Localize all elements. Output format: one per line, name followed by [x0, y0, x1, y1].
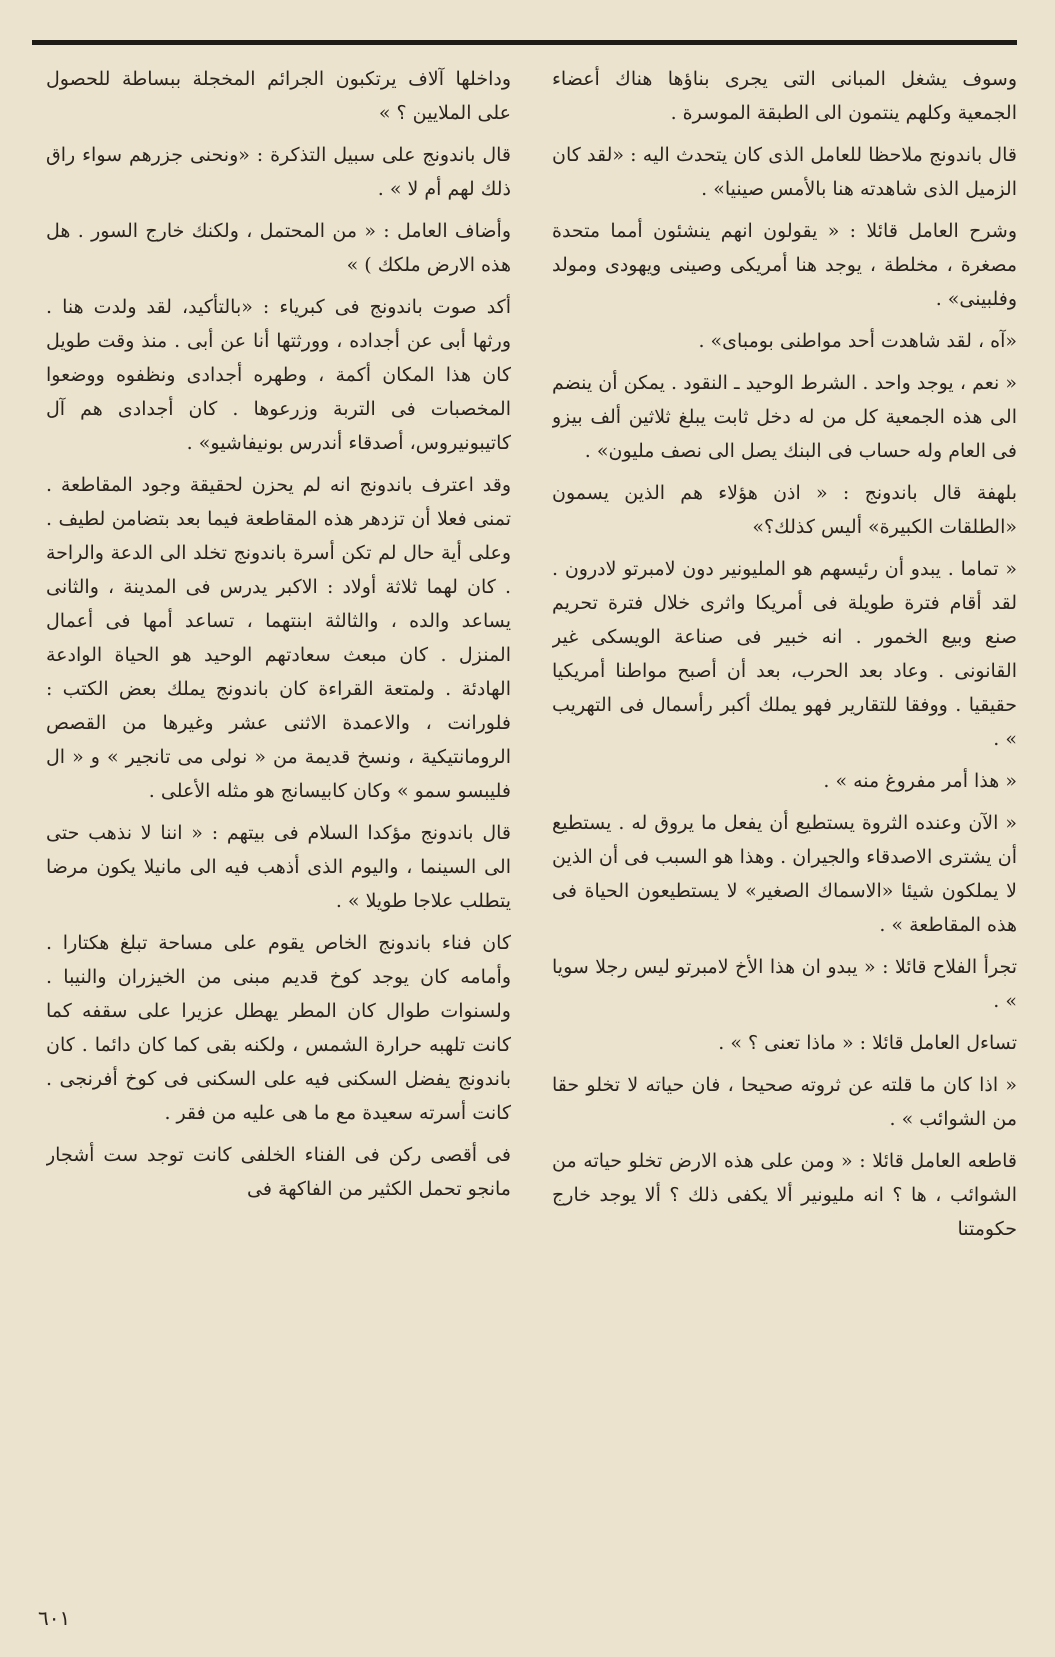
paragraph: وأضاف العامل : « من المحتمل ، ولكنك خارج السور . هل هذه الارض ملكك ) »: [46, 220, 511, 276]
paragraph: «آه ، لقد شاهدت أحد مواطنى بومباى» .: [698, 330, 1017, 352]
paragraph: « الآن وعنده الثروة يستطيع أن يفعل ما يروق له . يستطيع أن يشترى الاصدقاء والجيران . وهذا هو السبب فى أن الذين لا يملكون شيئا «الاسماك الصغير» لا يستطيعون الحياة فى هذه المقاطعة » .: [552, 812, 1017, 936]
paragraph: « اذا كان ما قلته عن ثروته صحيحا ، فان حياته لا تخلو حقا من الشوائب » .: [552, 1074, 1017, 1130]
paragraph: وداخلها آلاف يرتكبون الجرائم المخجلة ببساطة للحصول على الملايين ؟ »: [46, 68, 511, 124]
paragraph: قال باندونج مؤكدا السلام فى بيتهم : « اننا لا نذهب حتى الى السينما ، واليوم الذى أذهب فيه الى مانيلا يكون مرضا يتطلب علاجا طويلا » .: [46, 822, 511, 912]
paragraph: وسوف يشغل المبانى التى يجرى بناؤها هناك أعضاء الجمعية وكلهم ينتمون الى الطبقة الموسرة .: [552, 68, 1017, 124]
paragraph: « هذا أمر مفروغ منه » .: [823, 770, 1017, 792]
paragraph: كان فناء باندونج الخاص يقوم على مساحة تبلغ هكتارا . وأمامه كان يوجد كوخ قديم مبنى من الخيزران والنيبا . ولسنوات طوال كان المطر يهطل عزيرا على سقفه كما كانت تلهبه حرارة الشمس ، ولكنه بقى كما كان دائما . كان باندونج يفضل السكنى فيه على السكنى فى كوخ أفرنجى . كانت أسرته سعيدة مع ما هى عليه من فقر .: [46, 932, 511, 1124]
paragraph: قال باندونج ملاحظا للعامل الذى كان يتحدث اليه : «لقد كان الزميل الذى شاهدته هنا بالأمس صينيا» .: [552, 144, 1017, 200]
paragraph: « نعم ، يوجد واحد . الشرط الوحيد ـ النقود . يمكن أن ينضم الى هذه الجمعية كل من له دخل ثابت يبلغ ثلاثين ألف بيزو فى العام وله حساب فى البنك يصل الى نصف مليون» .: [552, 372, 1017, 462]
left-text-column: [46, 62, 511, 1582]
paragraph: تجرأ الفلاح قائلا : « يبدو ان هذا الأخ لامبرتو ليس رجلا سويا » .: [552, 956, 1017, 1012]
paragraph: قال باندونج على سبيل التذكرة : «ونحنى جزرهم سواء راق ذلك لهم أم لا » .: [46, 144, 511, 200]
paragraph: تساءل العامل قائلا : « ماذا تعنى ؟ » .: [718, 1032, 1017, 1054]
header-rule: [32, 40, 1017, 45]
paragraph: وقد اعترف باندونج انه لم يحزن لحقيقة وجود المقاطعة . تمنى فعلا أن تزدهر هذه المقاطعة فيما بعد بتضامن لطيف . وعلى أية حال لم تكن أسرة باندونج تخلد الى الدعة والراحة . كان لهما ثلاثة أولاد : الاكبر يدرس فى المدينة ، والثانى يساعد والده ، والثالثة ابنتهما ، تساعد أمها فى أعمال المنزل . كان مبعث سعادتهم الوحيد هو الحياة الوادعة الهادئة . ولمتعة القراءة كان باندونج يملك بعض الكتب : فلورانت ، والاعمدة الاثنى عشر وغيرها من القصص الرومانتيكية ، ونسخ قديمة من « نولى مى تانجير » و « ال فليبسو سمو » وكان كابيسانج هو مثله الأعلى .: [46, 474, 511, 802]
right-text-column: [552, 62, 1017, 1582]
paragraph: فى أقصى ركن فى الفناء الخلفى كانت توجد ست أشجار مانجو تحمل الكثير من الفاكهة فى: [46, 1144, 511, 1200]
paragraph: « تماما . يبدو أن رئيسهم هو المليونير دون لامبرتو لادرون . لقد أقام فترة طويلة فى أمريكا واثرى خلال فترة تحريم صنع وبيع الخمور . انه خبير فى صناعة الويسكى غير القانونى . وعاد بعد الحرب، بعد أن أصبح مواطنا أمريكيا حقيقيا . ووفقا للتقارير فهو يملك أكبر رأسمال فى التهريب » .: [552, 558, 1017, 750]
paragraph: بلهفة قال باندونج : « اذن هؤلاء هم الذين يسمون «الطلقات الكبيرة» أليس كذلك؟»: [552, 482, 1017, 538]
page-number: ٦٠١: [38, 1606, 71, 1630]
paragraph: وشرح العامل قائلا : « يقولون انهم ينشئون أمما متحدة مصغرة ، مخلطة ، يوجد هنا أمريكى وصينى ويهودى ومولد وفلبينى» .: [552, 220, 1017, 310]
paragraph: أكد صوت باندونج فى كبرياء : «بالتأكيد، لقد ولدت هنا . ورثها أبى عن أجداده ، وورثتها أنا عن أبى . منذ وقت طويل كان هذا المكان أكمة ، وطهره أجدادى ونظفوه ووضعوا المخصبات فى التربة وزرعوها . كان أجدادى هم آل كاتيبونيروس، أصدقاء أندرس بونيفاشيو» .: [46, 296, 511, 454]
paragraph: قاطعه العامل قائلا : « ومن على هذه الارض تخلو حياته من الشوائب ، ها ؟ انه مليونير ألا يكفى ذلك ؟ ألا يوجد خارج حكومتنا: [552, 1150, 1017, 1240]
